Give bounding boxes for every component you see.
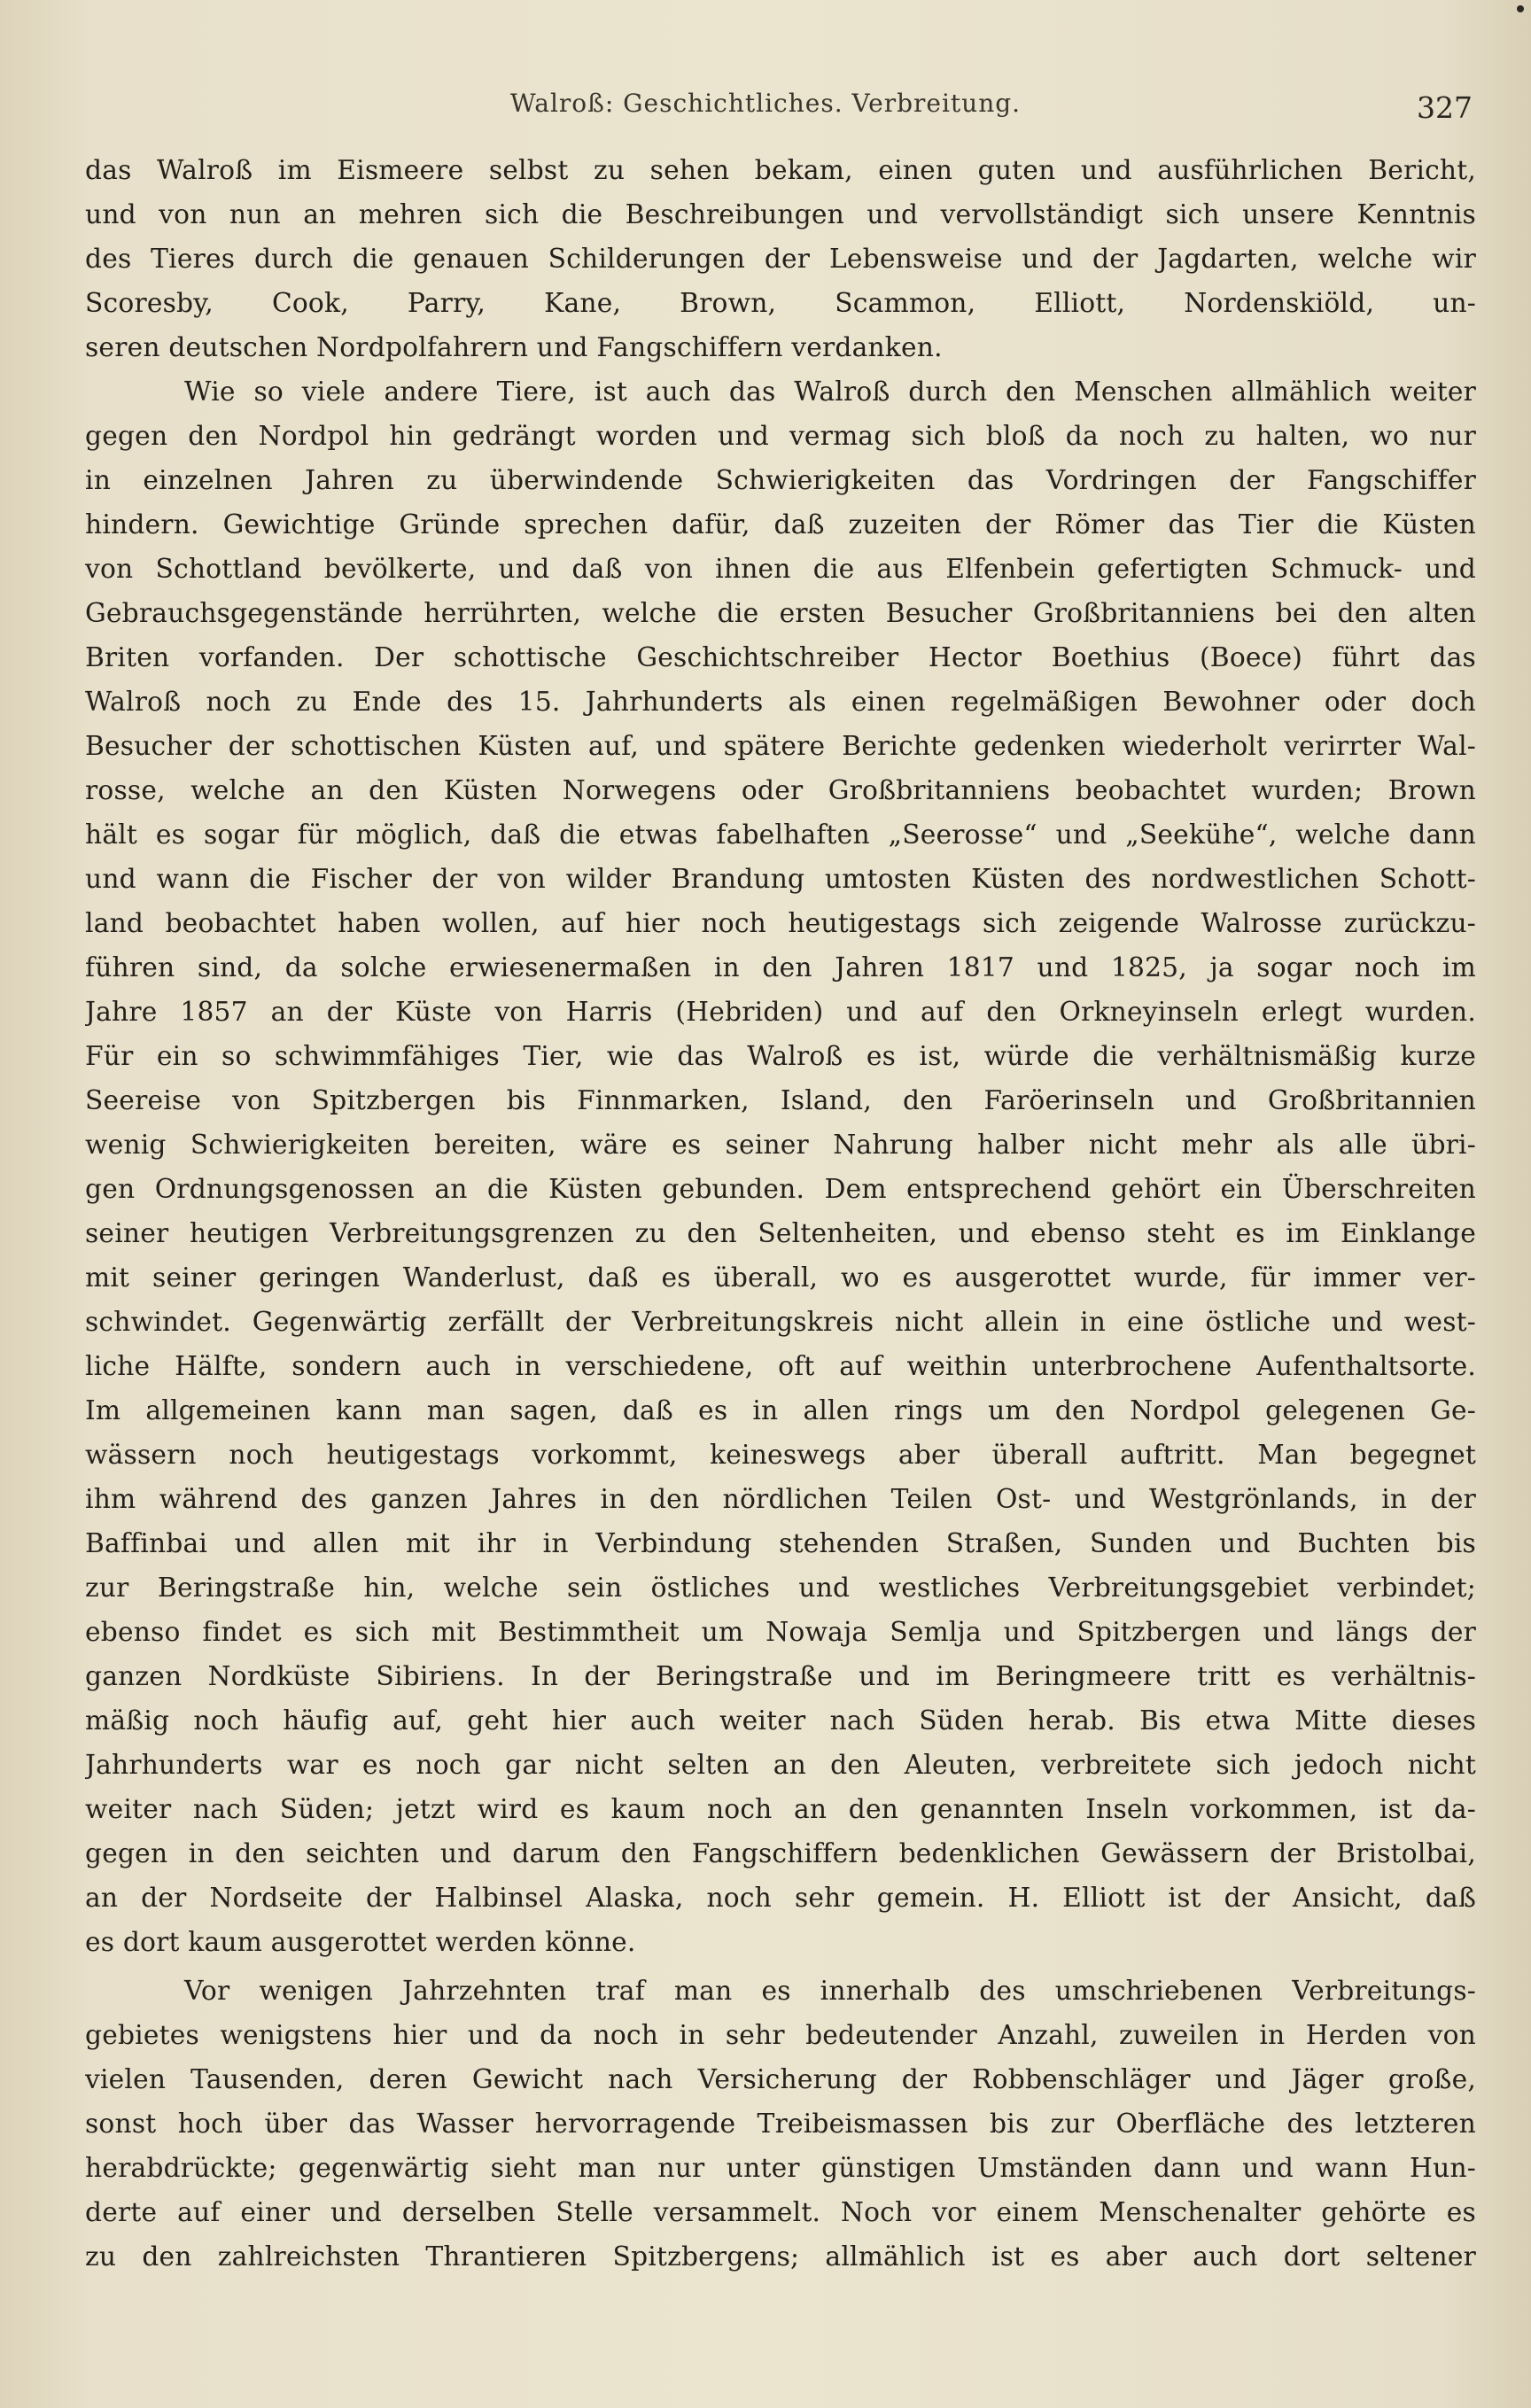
text-line: hindern. Gewichtige Gründe sprechen dafür, daß zuzeiten der Römer das Tier die Küsten <box>85 509 1476 540</box>
text-line: Briten vorfanden. Der schottische Geschichtschreiber Hector Boethius (Boece) führt das <box>85 642 1476 673</box>
text-line: land beobachtet haben wollen, auf hier noch heutigestags sich zeigende Walrosse zurückzu- <box>85 908 1476 939</box>
text-line: zur Beringstraße hin, welche sein östliches und westliches Verbreitungsgebiet verbindet; <box>85 1573 1476 1604</box>
text-line: zu den zahlreichsten Thrantieren Spitzbergens; allmählich ist es aber auch dort seltener <box>85 2241 1476 2272</box>
text-line: vielen Tausenden, deren Gewicht nach Versicherung der Robbenschläger und Jäger große, <box>85 2064 1476 2095</box>
page-number: 327 <box>1417 90 1473 125</box>
text-line: wenig Schwierigkeiten bereiten, wäre es seiner Nahrung halber nicht mehr als alle übri- <box>85 1130 1476 1161</box>
text-line: Besucher der schottischen Küsten auf, und spätere Berichte gedenken wiederholt verirrter Wal- <box>85 731 1476 762</box>
text-line: an der Nordseite der Halbinsel Alaska, noch sehr gemein. H. Elliott ist der Ansicht, daß <box>85 1883 1476 1914</box>
text-line: Scoresby, Cook, Parry, Kane, Brown, Scammon, Elliott, Nordenskiöld, un- <box>85 288 1476 319</box>
text-line: ebenso findet es sich mit Bestimmtheit um Nowaja Semlja und Spitzbergen und längs der <box>85 1617 1476 1648</box>
text-line: seiner heutigen Verbreitungsgrenzen zu den Seltenheiten, und ebenso steht es im Einklange <box>85 1218 1476 1249</box>
text-line: es dort kaum ausgerottet werden könne. <box>85 1927 636 1958</box>
text-line: Für ein so schwimmfähiges Tier, wie das Walroß es ist, würde die verhältnismäßig kurze <box>85 1041 1476 1072</box>
running-head <box>0 82 1531 135</box>
text-line: wässern noch heutigestags vorkommt, keineswegs aber überall auftritt. Man begegnet <box>85 1440 1476 1471</box>
text-line: Baffinbai und allen mit ihr in Verbindung stehenden Straßen, Sunden und Buchten bis <box>85 1528 1476 1559</box>
text-line: gegen den Nordpol hin gedrängt worden und vermag sich bloß da noch zu halten, wo nur <box>85 421 1476 452</box>
text-line: gegen in den seichten und darum den Fangschiffern bedenklichen Gewässern der Bristolbai, <box>85 1838 1476 1869</box>
text-line: Im allgemeinen kann man sagen, daß es in allen rings um den Nordpol gelegenen Ge- <box>85 1395 1476 1426</box>
text-line: Wie so viele andere Tiere, ist auch das Walroß durch den Menschen allmählich weiter <box>184 377 1476 408</box>
ink-spot <box>1517 5 1524 12</box>
text-line: Jahre 1857 an der Küste von Harris (Hebriden) und auf den Orkneyinseln erlegt wurden. <box>85 997 1476 1028</box>
text-line: liche Hälfte, sondern auch in verschiedene, oft auf weithin unterbrochene Aufenthaltsorte. <box>85 1351 1476 1382</box>
body-text <box>85 149 1476 2280</box>
text-line: hält es sogar für möglich, daß die etwas fabelhaften „Seerosse“ und „Seekühe“, welche dann <box>85 819 1476 851</box>
text-line: sonst hoch über das Wasser hervorragende Treibeismassen bis zur Oberfläche des letzteren <box>85 2109 1476 2140</box>
text-line: herabdrückte; gegenwärtig sieht man nur unter günstigen Umständen dann und wann Hun- <box>85 2153 1476 2184</box>
text-line: Seereise von Spitzbergen bis Finnmarken, Island, den Faröerinseln und Großbritannien <box>85 1085 1476 1116</box>
text-line: ganzen Nordküste Sibiriens. In der Beringstraße und im Beringmeere tritt es verhältnis- <box>85 1661 1476 1692</box>
text-line: des Tieres durch die genauen Schilderungen der Lebensweise und der Jagdarten, welche wir <box>85 244 1476 275</box>
text-line: das Walroß im Eismeere selbst zu sehen bekam, einen guten und ausführlichen Bericht, <box>85 155 1476 186</box>
text-line: Gebrauchsgegenstände herrührten, welche die ersten Besucher Großbritanniens bei den alten <box>85 598 1476 629</box>
text-line: rosse, welche an den Küsten Norwegens oder Großbritanniens beobachtet wurden; Brown <box>85 775 1476 806</box>
text-line: führen sind, da solche erwiesenermaßen in den Jahren 1817 und 1825, ja sogar noch im <box>85 952 1476 983</box>
text-line: mit seiner geringen Wanderlust, daß es überall, wo es ausgerottet wurde, für immer ver- <box>85 1262 1476 1293</box>
text-line: in einzelnen Jahren zu überwindende Schwierigkeiten das Vordringen der Fangschiffer <box>85 465 1476 496</box>
text-line: und von nun an mehren sich die Beschreibungen und vervollständigt sich unsere Kenntnis <box>85 199 1476 230</box>
text-line: mäßig noch häufig auf, geht hier auch weiter nach Süden herab. Bis etwa Mitte dieses <box>85 1705 1476 1736</box>
text-line: ihm während des ganzen Jahres in den nördlichen Teilen Ost- und Westgrönlands, in der <box>85 1484 1476 1515</box>
text-line: und wann die Fischer der von wilder Brandung umtosten Küsten des nordwestlichen Schott- <box>85 864 1476 895</box>
text-line: derte auf einer und derselben Stelle versammelt. Noch vor einem Menschenalter gehörte es <box>85 2197 1476 2228</box>
running-title: Walroß: Geschichtliches. Verbreitung. <box>509 89 1022 118</box>
text-line: seren deutschen Nordpolfahrern und Fangschiffern verdanken. <box>85 332 943 363</box>
text-line: weiter nach Süden; jetzt wird es kaum noch an den genannten Inseln vorkommen, ist da- <box>85 1794 1476 1825</box>
text-line: Walroß noch zu Ende des 15. Jahrhunderts als einen regelmäßigen Bewohner oder doch <box>85 687 1476 718</box>
text-line: Vor wenigen Jahrzehnten traf man es innerhalb des umschriebenen Verbreitungs- <box>184 1976 1476 2007</box>
text-line: gebietes wenigstens hier und da noch in sehr bedeutender Anzahl, zuweilen in Herden von <box>85 2020 1476 2051</box>
text-line: gen Ordnungsgenossen an die Küsten gebunden. Dem entsprechend gehört ein Überschreiten <box>85 1174 1476 1205</box>
text-line: schwindet. Gegenwärtig zerfällt der Verbreitungskreis nicht allein in eine östliche und west- <box>85 1307 1476 1338</box>
text-line: Jahrhunderts war es noch gar nicht selten an den Aleuten, verbreitete sich jedoch nicht <box>85 1750 1476 1781</box>
text-line: von Schottland bevölkerte, und daß von ihnen die aus Elfenbein gefertigten Schmuck- und <box>85 554 1476 585</box>
